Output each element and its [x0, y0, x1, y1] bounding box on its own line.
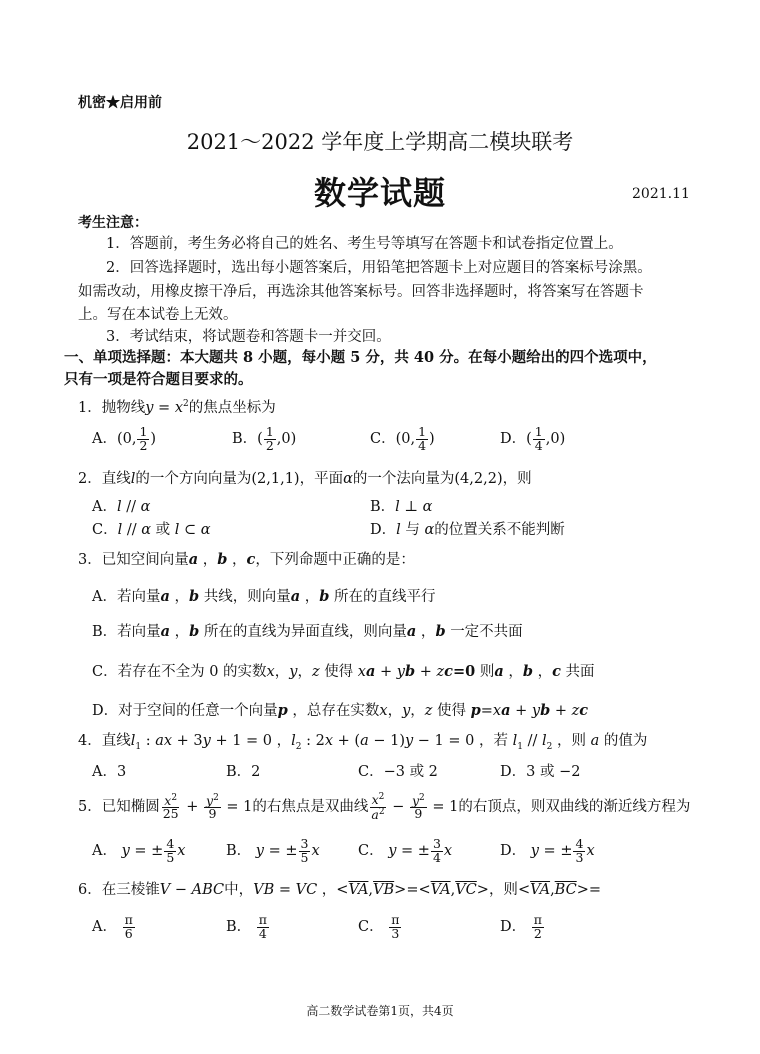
- question-5-stem: 5．已知椭圆 $\frac{x^2}{25}$ + $\frac{y^2}{9}$ = 1的右焦点是双曲线 $\frac{x^2}{a^2}$ − $\frac{y^2}{9}$ = 1的右顶点，则双曲线的渐近线方程为: [78, 792, 691, 822]
- question-2-option-c: C．l // α 或 l ⊂ α: [92, 522, 211, 538]
- question-2-option-a: A．l // α: [92, 499, 151, 515]
- notice-item-1: 1．答题前，考生务必将自己的姓名、考生号等填写在答题卡和试卷指定位置上。: [106, 236, 623, 252]
- question-2-option-d: D．l 与 α的位置关系不能判断: [370, 522, 565, 538]
- question-4-option-c: C．−3 或 2: [358, 764, 438, 780]
- notice-item-2-line-2: 如需改动，用橡皮擦干净后，再选涂其他答案标号。回答非选择题时，将答案写在答题卡: [78, 284, 644, 300]
- question-5-option-a: A． y = ± $\frac{4}{5}$ x: [92, 836, 186, 865]
- question-1-option-b: B．( $\frac{1}{2}$ ,0): [232, 424, 297, 453]
- question-6-stem: 6．在三棱锥V − ABC中，VB = VC ，$<\overline{VA},\overline{VB}>=<\overline{VA},\overline{VC}>$，则$<\overline{VA},\overline{BC}>=$: [78, 882, 602, 898]
- question-4-stem: 4．直线$l_1$ : ax + 3y + 1 = 0 ，$l_2$ : 2x + (a − 1)y − 1 = 0 ，若 $l_1 // l_2$ ，则 a 的值为: [78, 733, 648, 752]
- exam-title: 2021～2022 学年度上学期高二模块联考: [186, 130, 574, 154]
- notice-item-2-line-3: 上。写在本试卷上无效。: [78, 307, 238, 323]
- page-footer: 高二数学试卷第1页，共4页: [306, 1004, 454, 1018]
- question-4-option-d: D．3 或 −2: [500, 764, 581, 780]
- question-3-option-c: C．若存在不全为 0 的实数x，y，z 使得 xa + yb + zc=0 则a ，b ，c 共面: [92, 663, 595, 680]
- question-2-stem: 2．直线l的一个方向向量为(2,1,1)，平面α的一个法向量为(4,2,2)，则: [78, 471, 532, 487]
- question-3-option-b: B．若向量a ，b 所在的直线为异面直线，则向量a ，b 一定不共面: [92, 623, 523, 640]
- question-6-option-b: B． $\frac{\pi}{4}$: [226, 912, 267, 941]
- question-4-option-b: B．2: [226, 764, 261, 780]
- question-5-option-b: B． y = ± $\frac{3}{5}$ x: [226, 836, 320, 865]
- notice-item-2-line-1: 2．回答选择题时，选出每小题答案后，用铅笔把答题卡上对应题目的答案标号涂黑。: [106, 260, 652, 276]
- question-1-stem: 1．抛物线$y = x^2$的焦点坐标为: [78, 399, 276, 416]
- question-1-option-a: A．(0, $\frac{1}{2}$ ): [92, 424, 157, 453]
- question-6-option-c: C． $\frac{\pi}{3}$: [358, 912, 400, 941]
- notice-title: 考生注意：: [78, 215, 148, 231]
- question-1-option-c: C．(0, $\frac{1}{4}$ ): [370, 424, 435, 453]
- question-4-option-a: A．3: [92, 764, 127, 780]
- exam-date: 2021.11: [632, 186, 690, 202]
- question-6-option-d: D． $\frac{\pi}{2}$: [500, 912, 542, 941]
- question-2-option-b: B．l ⊥ α: [370, 499, 433, 515]
- confidential-label: 机密★启用前: [78, 95, 162, 111]
- question-3-stem: 3．已知空间向量a ，b ，c，下列命题中正确的是：: [78, 551, 415, 568]
- question-3-option-d: D．对于空间的任意一个向量p ，总存在实数x，y，z 使得 p=xa + yb + zc: [92, 702, 589, 719]
- question-6-option-a: A． $\frac{\pi}{6}$: [92, 912, 133, 941]
- subject-title: 数学试题: [313, 174, 446, 212]
- section-1-heading-line-2: 只有一项是符合题目要求的。: [64, 371, 253, 388]
- section-1-heading-line-1: 一、单项选择题：本大题共 8 小题，每小题 5 分，共 40 分。在每小题给出的四个选项中，: [64, 349, 657, 366]
- question-5-option-c: C． y = ± $\frac{3}{4}$ x: [358, 836, 453, 865]
- question-3-option-a: A．若向量a ，b 共线，则向量a ，b 所在的直线平行: [92, 588, 436, 605]
- notice-item-3: 3．考试结束，将试题卷和答题卡一并交回。: [106, 329, 391, 345]
- question-5-option-d: D． y = ± $\frac{4}{3}$ x: [500, 836, 595, 865]
- question-1-option-d: D．( $\frac{1}{4}$ ,0): [500, 424, 566, 453]
